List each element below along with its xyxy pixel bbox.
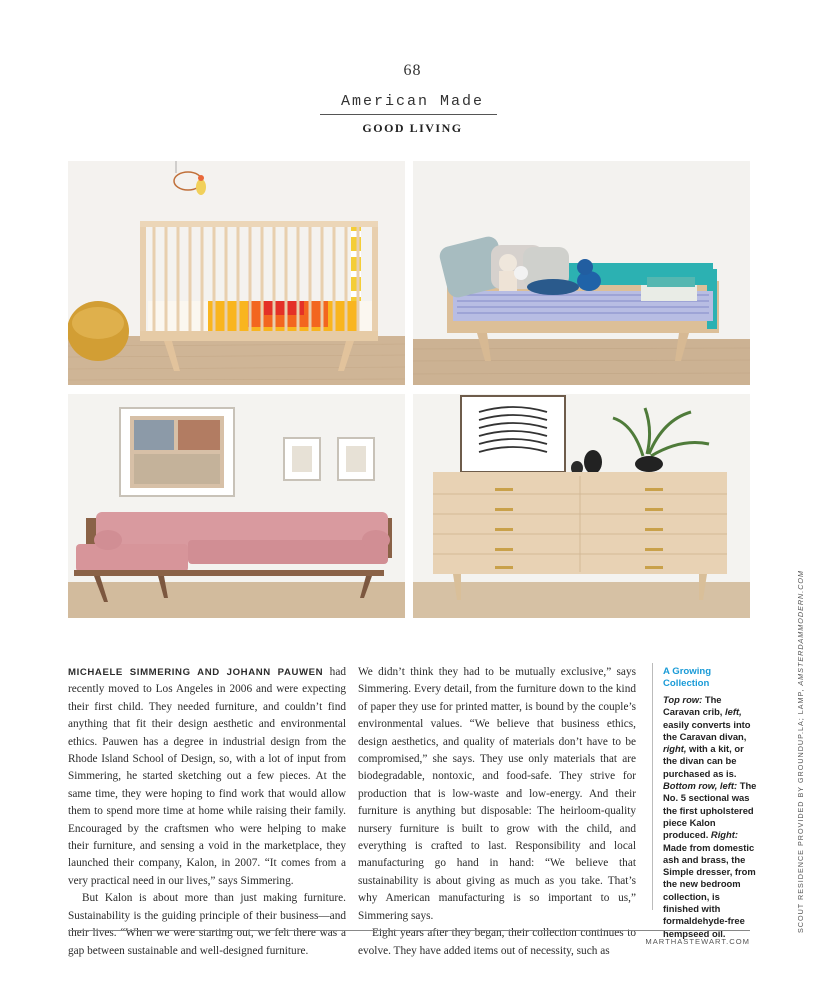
photo-credit-url: AMSTERDAMMODERN.COM — [796, 569, 805, 686]
sidebar-caption-part: right, — [663, 743, 687, 755]
photo-caption-sidebar — [663, 666, 757, 940]
photo-credit-text: SCOUT RESIDENCE PROVIDED BY GROUNDUP.LA; LAMP, — [796, 685, 805, 933]
divan-photo — [413, 161, 750, 385]
footer-rule — [68, 930, 750, 931]
sidebar-caption-part: left, — [725, 706, 742, 718]
article-paragraph-3: We didn’t think they had to be mutually exclusive,” says Simmering. Every detail, from the furniture down to the kind of paper they use for printed matter, is bound by the couple’s environmental values. “We believe that business ethics, design aesthetics, and quality of materials don’t have to be compromised,” she says. They use only materials that are biodegradable, nontoxic, and food-safe. They strive for production that is low-waste and low-energy. And their furniture is anything but disposable: The heirloom-quality nursery furniture is built to grow with the child, and everything is crafted to last. Responsibility and local manufacturing go hand in hand: “We believe that sustainability is about giving as much as you take. That’s why American manufacturing is so important to us,” Simmering says. — [358, 666, 636, 922]
section-title: American Made — [340, 93, 485, 110]
sidebar-heading: A Growing Collection — [663, 666, 712, 689]
sidebar-caption-part: Bottom row, left: — [663, 780, 738, 792]
photo-credit — [796, 570, 805, 933]
sidebar-divider — [652, 663, 653, 910]
dresser-photo — [413, 394, 750, 618]
page-number: 68 — [403, 62, 422, 79]
sidebar-caption-part: Top row: — [663, 694, 703, 705]
sidebar-caption-text — [663, 694, 757, 940]
footer-url: MARTHASTEWART.COM — [645, 937, 750, 946]
article-paragraph-4: Eight years after they began, their collection continues to evolve. They have added items out of necessity, such as — [358, 927, 636, 957]
sidebar-caption-part: Made from domestic ash and brass, the Simple dresser, from the new bedroom collection, is finished with formaldehyde-free hempseed oil. — [663, 841, 756, 939]
article-paragraph-1 — [68, 664, 346, 890]
article-column-2 — [358, 664, 636, 960]
sectional-photo — [68, 394, 405, 618]
sidebar-caption-part: The Caravan crib, — [663, 694, 726, 718]
section-rule — [320, 114, 497, 115]
sidebar-caption-part: with a kit, or the divan can be purchased as is. — [663, 743, 744, 779]
article-paragraph-1-text: had recently moved to Los Angeles in 2006 and were expecting their first child. They needed furniture, and couldn’t find anything that fit their design aesthetic and environmental ethics. Pauwen has a degree in industrial design from the Rhode Island School of Design, so, with a lot of input from Simmering, he started sketching out a few pieces. At the same time, they were hoping to find work that would allow them to spend more time at home while raising their family. Encouraged by the craftsmen who were helping to make their furniture, and sensing a void in the marketplace, they launched their company, Kalon, in 2007. “It comes from a very practical need in our lives,” says Simmering. — [68, 666, 346, 887]
article-paragraph-2: But Kalon is about more than just making furniture. Sustainability is the guiding principle of their business—and their lives. “When we were starting out, we felt there was a gap between sustainable and well-designed furniture. — [68, 892, 346, 957]
crib-photo — [68, 161, 405, 385]
section-subtitle: GOOD LIVING — [362, 121, 463, 135]
sidebar-caption-part: easily converts into the Caravan divan, — [663, 718, 751, 742]
article-column-1 — [68, 664, 346, 960]
sidebar-caption-part: Right: — [710, 829, 738, 841]
article-lead-in: MICHAELE SIMMERING AND JOHANN PAUWEN — [68, 667, 324, 678]
sidebar-caption-part: The No. 5 sectional was the first upholstered piece Kalon produced. — [663, 780, 757, 841]
